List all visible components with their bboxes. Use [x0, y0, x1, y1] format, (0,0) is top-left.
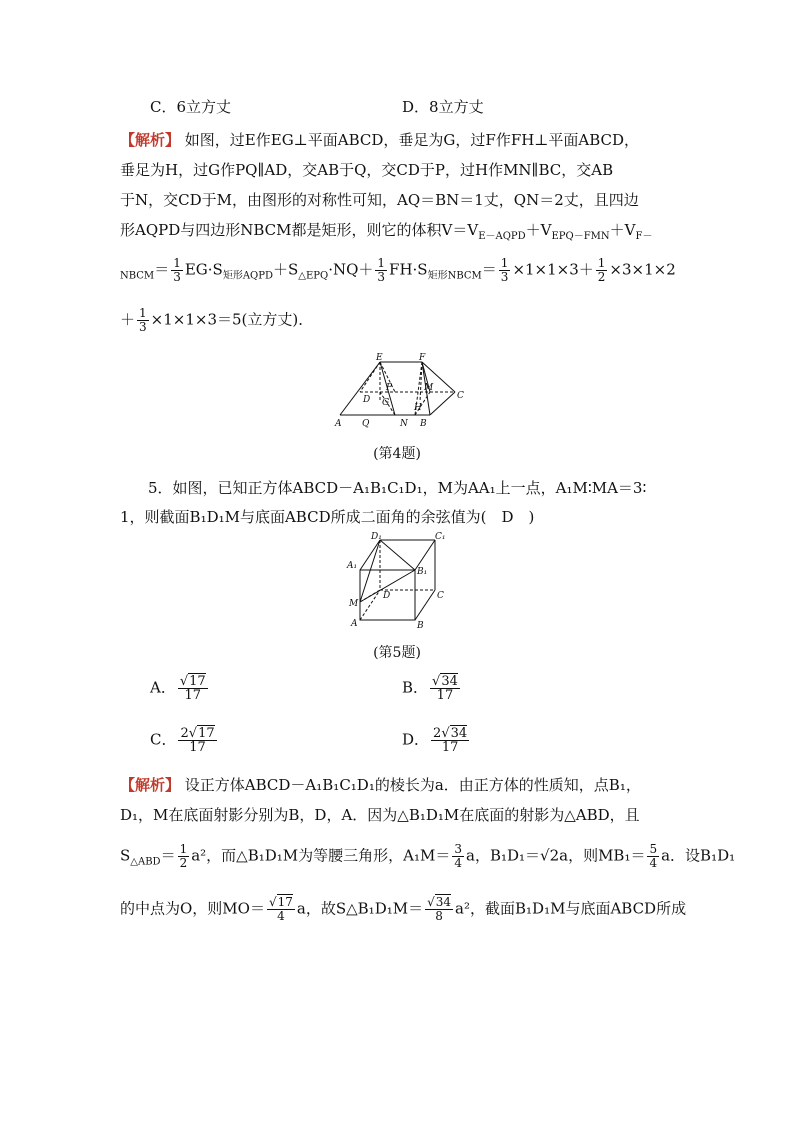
- q4-solution-line-4: 形AQPD与四边形NBCM都是矩形，则它的体积$V=V_{E-AQPD}+V_{EPQ-FMN}+V_{F-}$: [120, 221, 653, 242]
- fraction: $\frac{1}{3}$: [377, 256, 386, 284]
- fig5-label: M: [349, 599, 359, 609]
- fig5-label: B₁: [417, 567, 428, 577]
- q4-solution-line-3: 于N，交CD于M，由图形的对称性可知，AQ＝BN＝1丈，QN＝2丈，且四边: [120, 191, 639, 209]
- q4-solution-line-6: ＋ $\frac{1}{3}$ ×1×1×3＝5(立方丈)．: [120, 306, 314, 334]
- figure-5-diagram: [335, 530, 465, 630]
- figure-5-caption: (第5题): [373, 645, 421, 661]
- q5-option-a: A． $\frac{√17}{17}$: [150, 674, 206, 703]
- fig4-label: N: [400, 419, 408, 429]
- fig5-label: D: [383, 591, 391, 601]
- q5-solution-line-2: D₁，M在底面射影分别为B，D，A．因为△B₁D₁M在底面的射影为△ABD，且: [120, 806, 640, 824]
- fraction: $\frac{1}{3}$: [139, 306, 147, 334]
- fig4-label: C: [457, 391, 464, 401]
- q4-option-d: D．8立方丈: [402, 98, 484, 116]
- fig4-label: Q: [362, 419, 370, 429]
- q4-solution-line-1: 【解析】 如图，过E作EG⊥平面ABCD，垂足为G，过F作FH⊥平面ABCD，: [120, 131, 640, 149]
- fig4-label: B: [420, 419, 427, 429]
- q4-option-c: C．6立方丈: [150, 98, 232, 116]
- q5-solution-line-1: 【解析】 设正方体ABCD－A₁B₁C₁D₁的棱长为a．由正方体的性质知，点B₁，: [120, 776, 641, 794]
- fig4-label: P: [386, 383, 393, 393]
- fig5-label: D₁: [371, 532, 382, 542]
- fig4-label: D: [363, 395, 371, 405]
- q5-stem-line-2: 1，则截面B₁D₁M与底面ABCD所成二面角的余弦值为( D ): [120, 508, 535, 526]
- fraction: $\frac{1}{2}$: [597, 256, 606, 284]
- fig4-label: G: [382, 398, 390, 408]
- fig4-label: E: [376, 353, 383, 363]
- q5-solution-line-4: 的中点为O，则MO＝ $\frac{√17}{4}$ a，故S△B₁D₁M＝ $\frac{√34}{8}$ a²，截面B₁D₁M与底面ABCD所成: [120, 895, 687, 923]
- q4-solution-line-5: $_{NBCM}$＝ $\frac{1}{3}$ $EG\cdot S_{矩形AQPD}+S_{\triangle EPQ}\cdot NQ+$ $\frac{1}{3}$ $FH\cdot S_{矩形NBCM}=$ $\frac{1}{3}$ ×1×1×3＋ $\frac{1}{2}$ ×3×1×2: [120, 256, 676, 284]
- fig4-label: F: [419, 353, 426, 363]
- q5-option-c: C． $\frac{2√17}{17}$: [150, 726, 215, 755]
- fig5-label: C₁: [435, 532, 446, 542]
- solution-tag: 【解析】: [120, 131, 181, 149]
- solution-tag: 【解析】: [120, 776, 181, 794]
- fig4-label: A: [335, 419, 342, 429]
- fig5-label: A: [351, 619, 358, 629]
- q4-solution-line-2: 垂足为H，过G作PQ∥AD，交AB于Q，交CD于P，过H作MN∥BC，交AB: [120, 161, 614, 179]
- fig4-label: M: [424, 383, 434, 393]
- q5-stem-line-1: 5．如图，已知正方体ABCD－A₁B₁C₁D₁，M为AA₁上一点，A₁M∶MA＝3∶: [148, 479, 647, 497]
- q5-option-b: B． $\frac{√34}{17}$: [402, 674, 458, 703]
- q5-solution-line-3: $S_{\triangle ABD}=$ $\frac{1}{2}$ a²，而△B₁D₁M为等腰三角形，A₁M＝ $\frac{3}{4}$ a，B₁D₁＝√2a，则MB₁＝ $\frac{5}{4}$ a．设B₁D₁: [120, 842, 736, 870]
- fig5-label: A₁: [347, 561, 358, 571]
- fig4-label: H: [414, 403, 422, 413]
- fraction: $\frac{1}{3}$: [173, 256, 181, 284]
- figure-4-diagram: [330, 350, 470, 430]
- q5-option-d: D． $\frac{2√34}{17}$: [402, 726, 468, 755]
- figure-4-caption: (第4题): [373, 446, 421, 462]
- fig5-label: B: [417, 621, 424, 630]
- fraction: $\frac{1}{3}$: [500, 256, 509, 284]
- fig5-label: C: [437, 591, 444, 601]
